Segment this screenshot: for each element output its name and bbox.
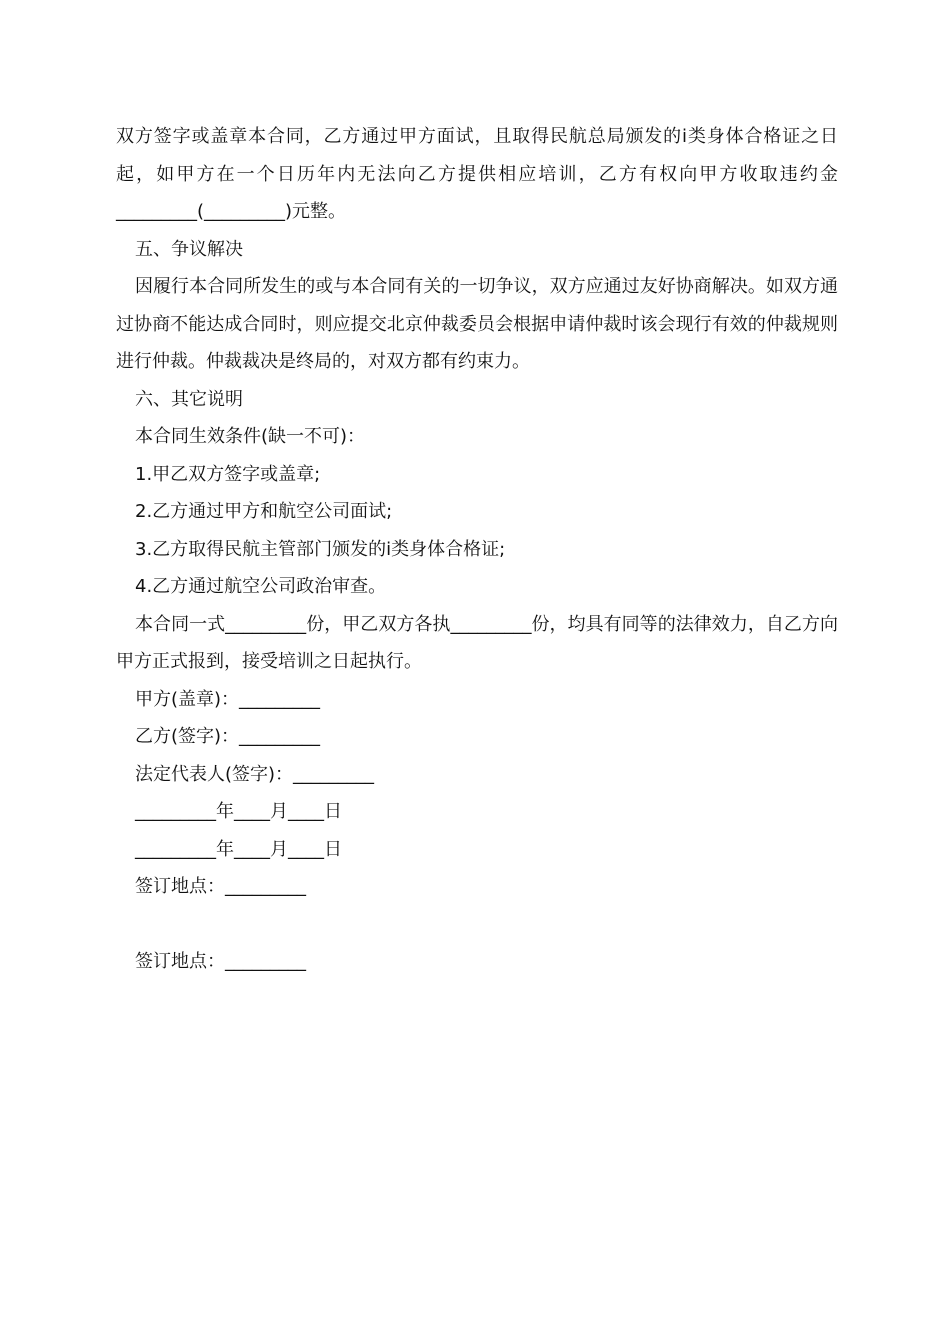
dispute-clause: 因履行本合同所发生的或与本合同有关的一切争议，双方应通过友好协商解决。如双方通过协商不能达成合同时，则应提交北京仲裁委员会根据申请仲裁时该会现行有效的仲裁规则进行仲裁。仲裁裁决是终局的，对双方都有约束力。	[116, 276, 838, 372]
condition-item: 2.乙方通过甲方和航空公司面试;	[135, 501, 393, 522]
condition-item: 1.甲乙双方签字或盖章;	[135, 463, 321, 485]
sign-place-line-1: 签订地点：_________	[135, 876, 306, 897]
blank-spacer	[116, 906, 838, 944]
sign-place-line-2: 签订地点：_________	[135, 951, 306, 972]
condition-item: 3.乙方取得民航主管部门颁发的ⅰ类身体合格证;	[135, 538, 506, 560]
legal-rep-sign-line: 法定代表人(签字)：_________	[135, 763, 375, 785]
conditions-intro: 本合同生效条件(缺一不可)：	[135, 426, 366, 447]
condition-item: 4.乙方通过航空公司政治审查。	[135, 576, 387, 597]
date-line-1: _________年____月____日	[135, 801, 342, 822]
date-line-2: _________年____月____日	[135, 838, 342, 860]
copies-clause: 本合同一式_________份，甲乙双方各执_________份，均具有同等的法律效力，自乙方向甲方正式报到，接受培训之日起执行。	[116, 613, 838, 672]
contract-body	[116, 118, 838, 981]
section-heading-dispute: 五、争议解决	[135, 238, 243, 260]
party-b-sign-line: 乙方(签字)：_________	[135, 726, 321, 747]
party-a-seal-line: 甲方(盖章)：_________	[135, 688, 321, 710]
section-heading-other: 六、其它说明	[135, 388, 243, 410]
penalty-clause: 双方签字或盖章本合同，乙方通过甲方面试，且取得民航总局颁发的ⅰ类身体合格证之日起，如甲方在一个日历年内无法向乙方提供相应培训，乙方有权向甲方收取违约金_________(_________)元整。	[116, 126, 838, 222]
